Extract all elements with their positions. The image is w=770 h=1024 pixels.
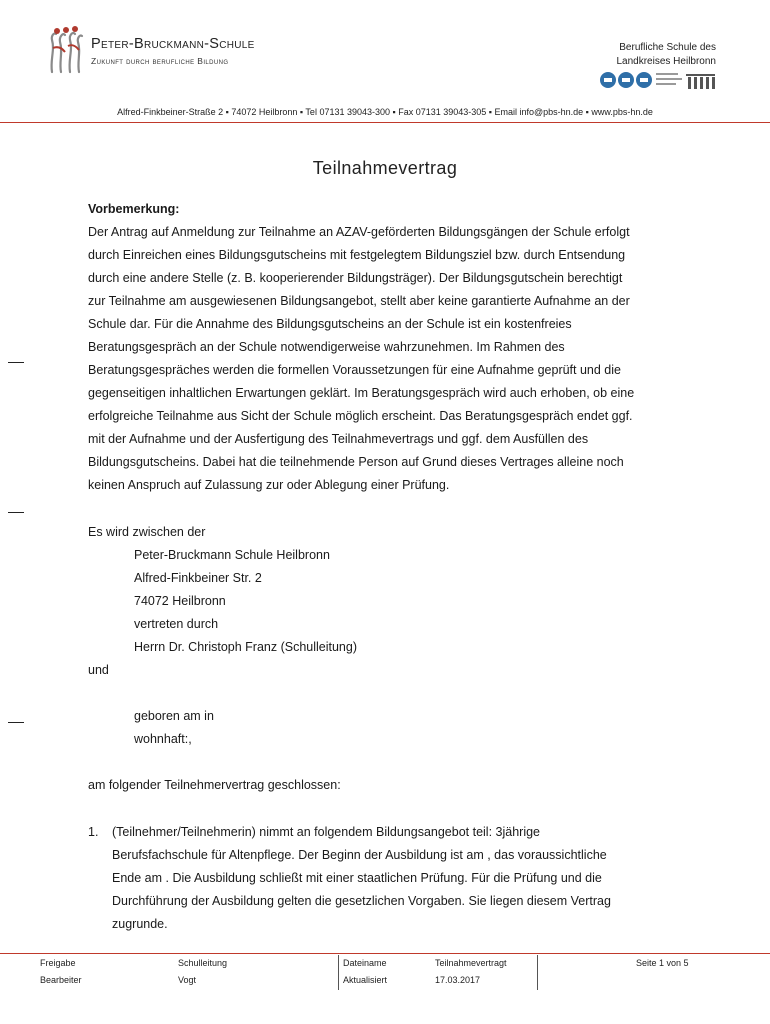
footer-freigabe-label: Freigabe [40,958,76,968]
document-title: Teilnahmevertrag [312,158,458,178]
school-party-line: Peter-Bruckmann Schule Heilbronn [134,548,330,562]
footer-page-number: Seite 1 von 5 [636,958,689,968]
clause-line: Berufsfachschule für Altenpflege. Der Beginn der Ausbildung ist am , das voraussichtliche [112,848,607,862]
footer-separator [338,955,339,990]
preliminary-line: Schule dar. Für die Annahme des Bildungsgutscheins an der Schule ist ein kostenfreies [88,317,572,331]
school-party-line: 74072 Heilbronn [134,594,226,608]
preliminary-line: Der Antrag auf Anmeldung zur Teilnahme an AZAV-geförderten Bildungsgängen der Schule erfolgt [88,225,630,239]
preliminary-heading: Vorbemerkung: [88,202,180,216]
parties-intro: Es wird zwischen der [88,525,206,539]
preliminary-line: zur Teilnahme am ausgewiesenen Bildungsangebot, stellt aber keine garantierte Aufnahme an der [88,294,630,308]
contract-closing-line: am folgender Teilnehmervertrag geschlossen: [88,778,341,792]
preliminary-line: gegenseitigen inhaltlichen Erwartungen geklärt. Im Beratungsgespräch wird auch erhoben, ob eine [88,386,635,400]
footer-dateiname-value: Teilnahmevertragt [435,958,507,968]
header-rule [0,122,770,123]
school-party-line: Alfred-Finkbeiner Str. 2 [134,571,262,585]
preliminary-line: durch eine andere Stelle (z. B. kooperierender Bildungsträger). Der Bildungsgutschein berechtigt [88,271,623,285]
preliminary-line: Beratungsgespräch an der Schule notwendigerweise wahrzunehmen. Im Rahmen des [88,340,565,354]
participant-line: geboren am in [134,709,214,723]
footer-aktualisiert-value: 17.03.2017 [435,975,481,985]
footer-bearbeiter-label: Bearbeiter [40,975,82,985]
preliminary-line: mit der Aufnahme und der Ausfertigung des Teilnahmevertrags und ggf. dem Ausfüllen des [88,432,589,446]
footer-rule [0,953,770,954]
fold-mark [8,722,24,723]
parties-and: und [88,663,109,677]
fold-mark [8,512,24,513]
school-slogan: Zukunft durch berufliche Bildung [91,56,229,66]
clause-line: zugrunde. [112,917,168,931]
preliminary-line: erfolgreiche Teilnahme aus Sicht der Schule möglich erscheint. Das Beratungsgespräch endet ggf. [88,409,633,423]
clause-line: Durchführung der Ausbildung gelten die gesetzlichen Vorgaben. Sie liegen diesem Vertrag [112,894,611,908]
district-label [616,41,716,69]
preliminary-line: Beratungsgespräches werden die formellen Voraussetzungen für eine Aufnahme geprüft und die [88,363,621,377]
footer-dateiname-label: Dateiname [343,958,387,968]
footer-bearbeiter-value: Vogt [178,975,197,985]
footer-aktualisiert-label: Aktualisiert [343,975,388,985]
footer-freigabe-value: Schulleitung [178,958,228,968]
district-line-2: Landkreises Heilbronn [616,56,716,67]
school-name: Peter-Bruckmann-Schule [91,36,255,52]
address-line: Alfred-Finkbeiner-Straße 2 ▪ 74072 Heilbronn ▪ Tel 07131 39043-300 ▪ Fax 07131 39043-305 ▪ Email info@pbs-hn.de ▪ www.pbs-hn.de [117,107,653,117]
footer-separator [537,955,538,990]
clause-number: 1. [88,825,99,839]
fold-mark [8,362,24,363]
district-line-1: Berufliche Schule des [619,42,716,53]
preliminary-line: durch Einreichen eines Bildungsgutscheins mit festgelegtem Bildungsziel bzw. durch Entsendung [88,248,626,262]
preliminary-line: Bildungsgutscheins. Dabei hat die teilnehmende Person auf Grund dieses Vertrages alleine noch [88,455,624,469]
preliminary-line: keinen Anspruch auf Zulassung zur oder Ablegung einer Prüfung. [88,478,450,492]
school-party-line: vertreten durch [134,617,219,631]
participant-line: wohnhaft:, [134,732,192,746]
school-logo-figures [46,26,84,76]
clause-line: Ende am . Die Ausbildung schließt mit einer staatlichen Prüfung. Für die Prüfung und die [112,871,602,885]
school-party-line: Herrn Dr. Christoph Franz (Schulleitung) [134,640,357,654]
oes-logo [600,70,717,92]
clause-line: (Teilnehmer/Teilnehmerin) nimmt an folgendem Bildungsangebot teil: 3jährige [112,825,541,839]
